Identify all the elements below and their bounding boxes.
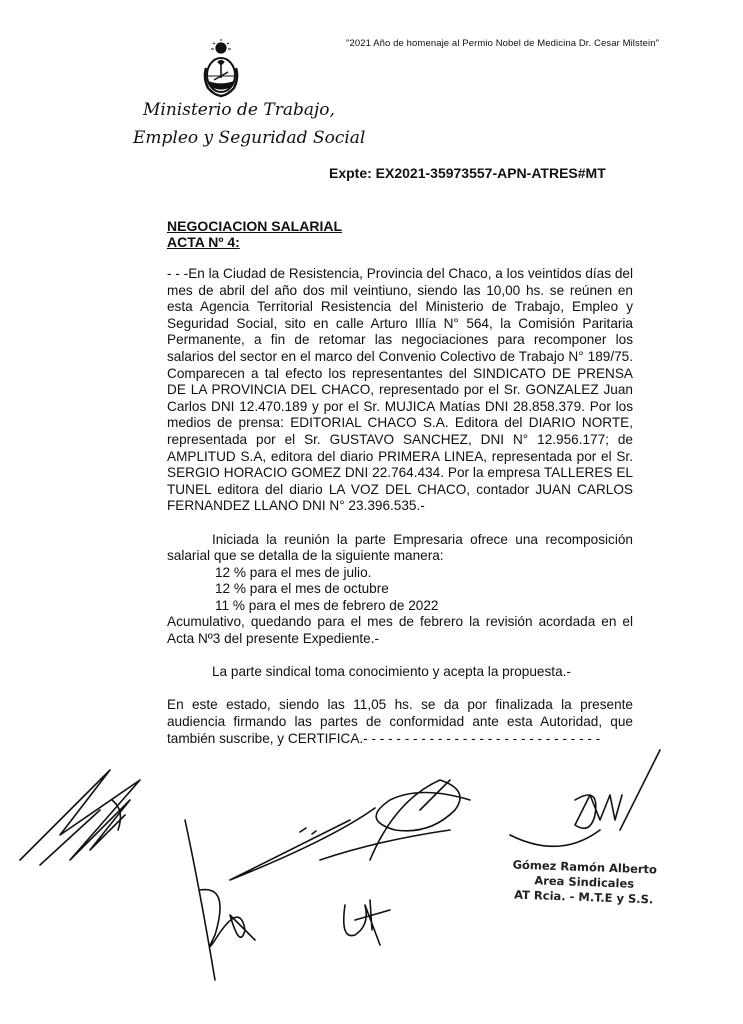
signature-middle-left: [185, 808, 375, 980]
document-title: NEGOCIACION SALARIAL: [167, 218, 342, 234]
official-stamp: [511, 857, 657, 907]
closing-dashes: - - - - - - - - - - - - - - - - - - - - - - - - - - - - -: [363, 730, 601, 746]
offer-item: 12 % para el mes de julio.: [215, 564, 372, 580]
document-body: [167, 266, 633, 747]
ministry-name-line2: Empleo y Seguridad Social: [133, 128, 366, 148]
stamp-office: AT Rcia. - M.T.E y S.S.: [513, 887, 654, 907]
acceptance-paragraph: La parte sindical toma conocimiento y acepta la propuesta.-: [212, 664, 571, 680]
closing-text: En este estado, siendo las 11,05 hs. se da por finalizada la presente audiencia firmando las partes de conformidad ante esta Autoridad, que también suscribe, y CERTIFICA.: [167, 697, 633, 746]
ministry-name-line1: Ministerio de Trabajo,: [143, 100, 335, 120]
offer-intro-paragraph: Iniciada la reunión la parte Empresaria ofrece una recomposición salarial que se detalla de la siguiente manera:: [167, 531, 633, 564]
acta-number: ACTA Nº 4:: [167, 234, 240, 250]
header-tagline: "2021 Año de homenaje al Permio Nobel de Medicina Dr. Cesar Milstein": [346, 38, 660, 49]
stamp-name: Gómez Ramón Alberto: [512, 857, 658, 877]
offer-note-paragraph: Acumulativo, quedando para el mes de febrero la revisión acordada en el Acta Nº3 del presente Expediente.-: [167, 614, 633, 647]
offer-item: 11 % para el mes de febrero de 2022: [215, 597, 439, 613]
offer-item: 12 % para el mes de octubre: [215, 581, 389, 597]
signature-middle: [320, 780, 470, 860]
expediente-number: Expte: EX2021-35973557-APN-ATRES#MT: [329, 165, 606, 181]
national-seal-icon: [200, 38, 242, 98]
stamp-area: Area Sindicales: [534, 873, 635, 891]
opening-paragraph: - - -En la Ciudad de Resistencia, Provincia del Chaco, a los veintidos días del mes de abril del año dos mil veintiuno, siendo las 10,00 hs. se reúnen en esta Agencia Territorial Resistencia del Ministerio de Trabajo, Empleo y Seguridad Social, sito en calle Arturo Illía N° 564, la Comisión Paritaria Permanente, a fin de retomar las negociaciones para recomponer los salarios del sector en el marco del Convenio Colectivo de Trabajo N° 189/75. Comparecen a tal efecto los representantes del SINDICATO DE PRENSA DE LA PROVINCIA DEL CHACO, representado por el Sr. GONZALEZ Juan Carlos DNI 12.470.189 y por el Sr. MUJICA Matías DNI 28.858.379. Por los medios de prensa: EDITORIAL CHACO S.A. Editora del DIARIO NORTE, representada por el Sr. GUSTAVO SANCHEZ, DNI N° 12.956.177; de AMPLITUD S.A, editora del diario PRIMERA LINEA, representada por el Sr. SERGIO HORACIO GOMEZ DNI 22.764.434. Por la empresa TALLERES EL TUNEL editora del diario LA VOZ DEL CHACO, contador JUAN CARLOS FERNANDEZ LLANO DNI N° 23.396.535.-: [167, 266, 633, 514]
signature-right: [510, 750, 660, 846]
signature-left: [20, 770, 140, 865]
